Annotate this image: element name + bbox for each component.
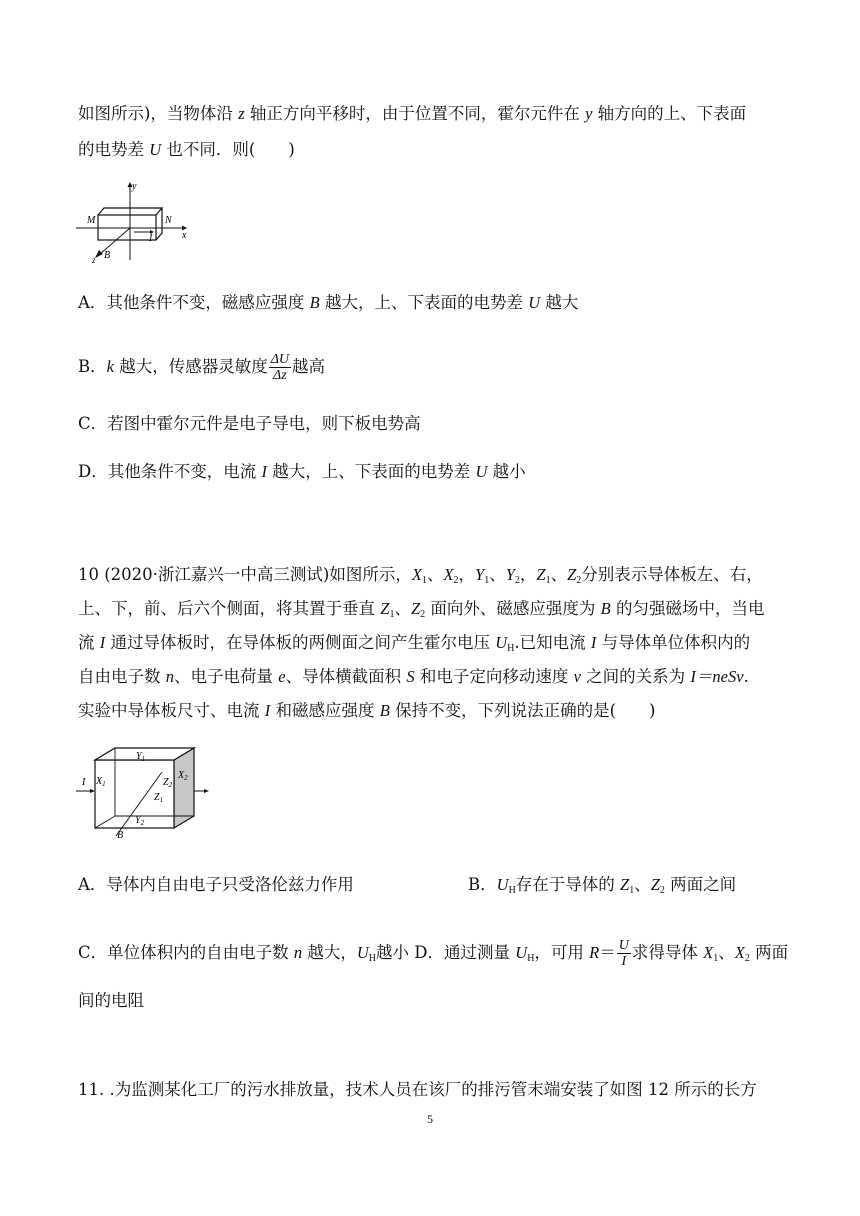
- q10-option-a: A．导体内自由电子只受洛伦兹力作用: [78, 875, 354, 894]
- label-y2: $Y_2$: [135, 815, 145, 827]
- q10-line-4: 自由电子数 n、电子电荷量 e、导体横截面积 S 和电子定向移动速度 v 之间的关系为 I＝neSv.: [78, 667, 749, 686]
- label-x1: $X_1$: [96, 776, 106, 788]
- q10-option-c: C．单位体积内的自由电子数 n 越大，$U_H$越小: [78, 943, 410, 964]
- q10-option-b: B．$U_H$存在于导体的 $Z_1$、$Z_2$ 两面之间: [468, 875, 737, 896]
- n-label: N: [165, 215, 172, 226]
- label-y1: $Y_1$: [136, 751, 146, 763]
- conductor-plate-figure: [74, 744, 214, 839]
- q10-option-c-d: [78, 938, 788, 970]
- y-axis-label: y: [132, 181, 137, 192]
- hall-element-figure: [74, 180, 194, 265]
- label-z2: $Z_2$: [163, 777, 173, 789]
- z-axis-label: z: [92, 255, 96, 265]
- label-current: I: [82, 777, 86, 788]
- resistance-fraction: $\frac{U}{I}$: [618, 938, 629, 969]
- q9-option-d: D．其他条件不变，电流 I 越大，上、下表面的电势差 U 越小: [78, 462, 526, 481]
- q9-option-a: A．其他条件不变，磁感应强度 B 越大，上、下表面的电势差 U 越大: [78, 293, 579, 312]
- paragraph-line-2: 的电势差 U 也不同．则( ): [78, 140, 295, 159]
- q10-line-3: 流 I 通过导体板时，在导体板的两侧面之间产生霍尔电压 $U_H$.已知电流 I 与导体单位体积内的: [78, 633, 751, 654]
- q10-line-1: 10 (2020·浙江嘉兴一中高三测试)如图所示，$X_1$、$X_2$，$Y_1$、$Y_2$，$Z_1$、$Z_2$分别表示导体板左、右，: [78, 565, 763, 586]
- q11-line-1: 11. .为监测某化工厂的污水排放量，技术人员在该厂的排污管末端安装了如图 12 所示的长方: [78, 1080, 757, 1099]
- q9-option-b: B．k 越大，传感器灵敏度 $\frac{\Delta U}{\Delta z}$ 越高: [78, 352, 326, 383]
- label-z1: $Z_1$: [154, 792, 164, 804]
- paragraph-line-1: 如图所示)，当物体沿 z 轴正方向平移时，由于位置不同，霍尔元件在 y 轴方向的上、下表面: [78, 104, 747, 123]
- q10-line-2: 上、下，前、后六个侧面，将其置于垂直 $Z_1$、$Z_2$ 面向外、磁感应强度为 B 的匀强磁场中，当电: [78, 599, 765, 620]
- q10-line-5: 实验中导体板尺寸、电流 I 和磁感应强度 B 保持不变，下列说法正确的是( ): [78, 701, 656, 720]
- page-number: 5: [427, 1112, 433, 1126]
- current-label: I: [149, 233, 153, 244]
- b-field-label: B: [104, 250, 111, 261]
- q9-option-c: C．若图中霍尔元件是电子导电，则下板电势高: [78, 414, 421, 433]
- q10-option-d: D．通过测量 $U_H$，可用 R＝ $\frac{U}{I}$ 求得导体 $X_1$、$X_2$ 两面: [414, 938, 789, 969]
- label-x2: $X_2$: [178, 770, 188, 782]
- label-b-field: B: [117, 830, 124, 839]
- m-label: M: [87, 215, 96, 226]
- sensitivity-fraction: $\frac{\Delta U}{\Delta z}$: [270, 352, 290, 383]
- x-axis-label: x: [182, 230, 187, 241]
- q10-option-d-continuation: 间的电阻: [78, 991, 144, 1010]
